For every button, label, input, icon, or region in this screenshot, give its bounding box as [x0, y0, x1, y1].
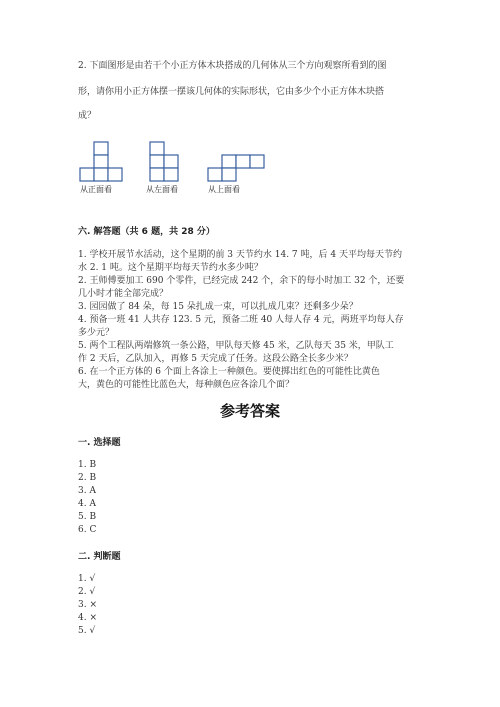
list-item: 2. √ — [78, 587, 96, 597]
question-2-line-3: 成？ — [78, 111, 97, 121]
answers-title: 参考答案 — [219, 402, 280, 420]
three-view-figures — [78, 140, 298, 200]
question-2-line-2: 形，请你用小正方体摆一摆该几何体的实际形状，它由多少个小正方体木块搭 — [78, 87, 385, 97]
s6-line-4: 几小时才能全部完成？ — [78, 289, 169, 299]
top-view-caption: 从上面看 — [208, 185, 240, 194]
question-2-line-1: 2. 下面图形是由若干个小正方体木块搭成的几何体从三个方向观察所看到的图 — [78, 61, 387, 71]
front-view-drawing — [78, 140, 138, 182]
s6-line-8: 5. 两个工程队两端修筑一条公路，甲队每天修 45 米，乙队每天 35 米，甲队工 — [78, 341, 394, 351]
section-6-heading: 六. 解答题（共 6 题，共 28 分） — [78, 227, 215, 237]
left-view-drawing — [146, 140, 196, 182]
list-item: 6. C — [78, 525, 97, 535]
list-item: 4. × — [78, 613, 97, 623]
front-view-figure — [78, 140, 138, 194]
left-view-figure — [146, 140, 196, 194]
s6-line-10: 6. 在一个正方体的 6 个面上各涂上一种颜色。要使掷出红色的可能性比黄色 — [78, 367, 380, 377]
list-item: 2. B — [78, 473, 97, 483]
list-item: 4. A — [78, 499, 96, 509]
s6-line-6: 4. 预备一班 41 人共存 123. 5 元，预备二班 40 人每人存 4 元，两班平均每人存 — [78, 315, 404, 325]
s6-line-11: 大，黄色的可能性比蓝色大，每种颜色应各涂几个面？ — [78, 380, 295, 390]
s6-line-2: 水 2. 1 吨。这个星期平均每天节约水多少吨？ — [78, 263, 263, 273]
list-item: 1. B — [78, 460, 97, 470]
list-item: 3. × — [78, 600, 97, 610]
list-item: 5. B — [78, 512, 97, 522]
s6-line-1: 1. 学校开展节水活动，这个星期的前 3 天节约水 14. 7 吨，后 4 天平均每天节约 — [78, 250, 402, 260]
judge-heading: 二. 判断题 — [78, 552, 121, 562]
judge-answer-list — [78, 573, 97, 638]
left-view-caption: 从左面看 — [146, 185, 178, 194]
list-item: 5. √ — [78, 626, 96, 636]
s6-line-9: 作 2 天后，乙队加入，再修 5 天完成了任务。这段公路全长多少米？ — [78, 354, 353, 364]
s6-line-7: 多少元？ — [78, 328, 115, 338]
front-view-caption: 从正面看 — [80, 185, 112, 194]
choice-answer-list — [78, 459, 96, 537]
list-item: 1. √ — [78, 574, 96, 584]
top-view-drawing — [206, 140, 270, 182]
top-view-figure — [206, 140, 270, 194]
s6-line-5: 3. 园园做了 84 朵，每 15 朵扎成一束，可以扎成几束？还剩多少朵？ — [78, 302, 358, 312]
s6-line-3: 2. 王师傅要加工 690 个零件，已经完成 242 个，余下的每小时加工 32 个，还要 — [78, 276, 405, 286]
choice-heading: 一. 选择题 — [78, 438, 121, 448]
list-item: 3. A — [78, 486, 96, 496]
